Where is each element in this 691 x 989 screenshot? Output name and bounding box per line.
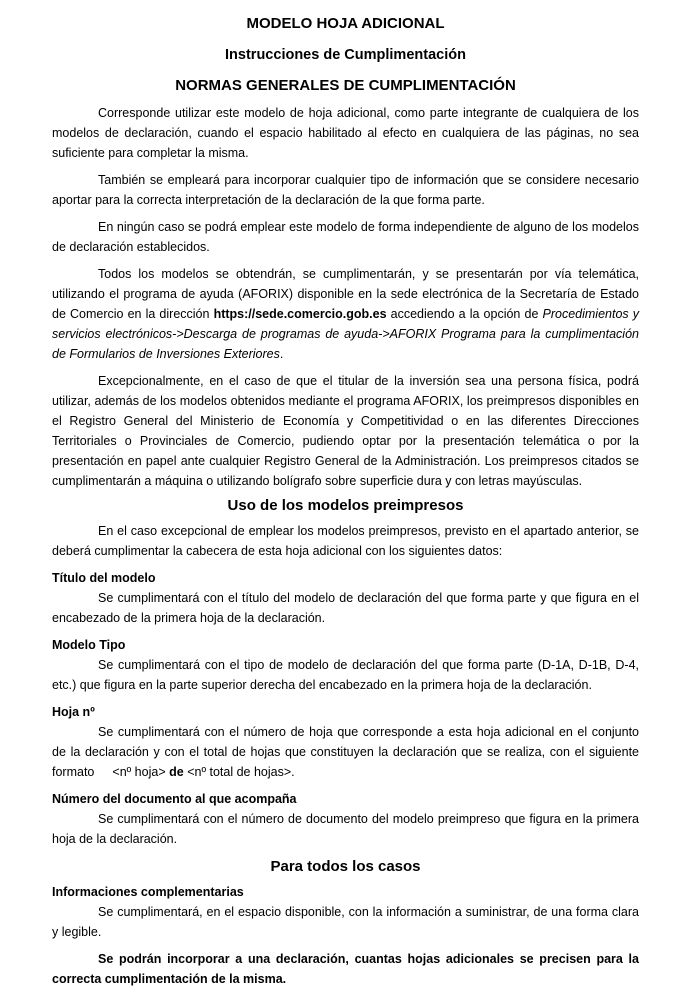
label-modelo-tipo: Modelo Tipo bbox=[52, 638, 126, 652]
normas-paragraph-4 bbox=[52, 264, 639, 364]
uso-intro: En el caso excepcional de emplear los modelos preimpresos, previsto en el apartado anterior, se deberá cumplimentar la cabecera de esta hoja adicional con los siguientes datos: bbox=[52, 524, 639, 558]
normas-paragraph-2: También se empleará para incorporar cualquier tipo de información que se considere necesario aportar para la correcta interpretación de la declaración de la que forma parte. bbox=[52, 173, 639, 207]
normas-paragraph-5: Excepcionalmente, en el caso de que el titular de la inversión sea una persona física, podrá utilizar, además de los modelos obtenidos mediante el programa AFORIX, los preimpresos disponibles en el Registro General del Ministerio de Economía y Competitividad o en las diferentes Direcciones Territoriales o Provinciales de Comercio, pudiendo optar por la presentación telemática o por la presentación en papel ante cualquier Registro General de la Administración. Los preimpresos citados se cumplimentarán a máquina o utilizando bolígrafo sobre superficie dura y con letras mayúsculas. bbox=[52, 374, 639, 488]
normas-paragraph-4-end: . bbox=[279, 347, 284, 361]
label-informaciones-complementarias: Informaciones complementarias bbox=[52, 885, 244, 899]
document-title: MODELO HOJA ADICIONAL bbox=[246, 15, 445, 32]
section-title-todos: Para todos los casos bbox=[270, 858, 421, 875]
normas-paragraph-1: Corresponde utilizar este modelo de hoja adicional, como parte integrante de cualquiera de los modelos de declaración, cuando el espacio habilitado al efecto en cualquiera de las páginas, no sea suficiente para completar la misma. bbox=[52, 106, 639, 160]
sede-url-link[interactable]: https://sede.comercio.gob.es bbox=[213, 307, 387, 321]
text-informaciones-complementarias: Se cumplimentará, en el espacio disponible, con la información a suministrar, de una forma clara y legible. bbox=[52, 905, 639, 939]
normas-paragraph-4-text: Todos los modelos se obtendrán, se cumplimentarán, y se presentarán por vía telemática, utilizando el programa de ayuda (AFORIX) disponible en la sede electrónica de la Secretaría de Estado de Comercio en la dirección bbox=[52, 267, 639, 321]
text-titulo-modelo: Se cumplimentará con el título del modelo de declaración del que forma parte y que figura en el encabezado de la primera hoja de la declaración. bbox=[52, 591, 639, 625]
section-title-normas: NORMAS GENERALES DE CUMPLIMENTACIÓN bbox=[175, 77, 516, 94]
label-hoja-numero: Hoja nº bbox=[52, 705, 95, 719]
aforix-menu-path: Procedimientos y servicios electrónicos->Descarga de programas de ayuda->AFORIX Programa para la cumplimentación de Formularios de Inversiones Exteriores bbox=[52, 307, 640, 361]
format-de: de bbox=[169, 765, 184, 779]
normas-paragraph-3: En ningún caso se podrá emplear este modelo de forma independiente de alguno de los modelos de declaración establecidos. bbox=[52, 220, 639, 254]
normas-paragraph-4-text-b: accediendo a la opción de bbox=[386, 307, 543, 321]
text-numero-documento: Se cumplimentará con el número de documento del modelo preimpreso que figura en la primera hoja de la declaración. bbox=[52, 812, 639, 846]
format-total-hojas: <nº total de hojas>. bbox=[187, 765, 295, 779]
final-note: Se podrán incorporar a una declaración, cuantas hojas adicionales se precisen para la correcta cumplimentación de la misma. bbox=[52, 952, 639, 986]
format-hoja: <nº hoja> bbox=[112, 765, 166, 779]
text-hoja-numero bbox=[52, 722, 639, 782]
section-title-uso: Uso de los modelos preimpresos bbox=[227, 497, 464, 514]
document-subtitle: Instrucciones de Cumplimentación bbox=[225, 47, 466, 63]
text-hoja-numero-body: Se cumplimentará con el número de hoja que corresponde a esta hoja adicional en el conjunto de la declaración y con el total de hojas que constituyen la declaración que se realiza, con el siguiente formato bbox=[52, 725, 639, 779]
text-modelo-tipo: Se cumplimentará con el tipo de modelo de declaración del que forma parte (D-1A, D-1B, D-4, etc.) que figura en la parte superior derecha del encabezado en la primera hoja de la declaración. bbox=[52, 658, 639, 692]
label-numero-documento: Número del documento al que acompaña bbox=[52, 792, 297, 806]
label-titulo-modelo: Título del modelo bbox=[52, 571, 156, 585]
